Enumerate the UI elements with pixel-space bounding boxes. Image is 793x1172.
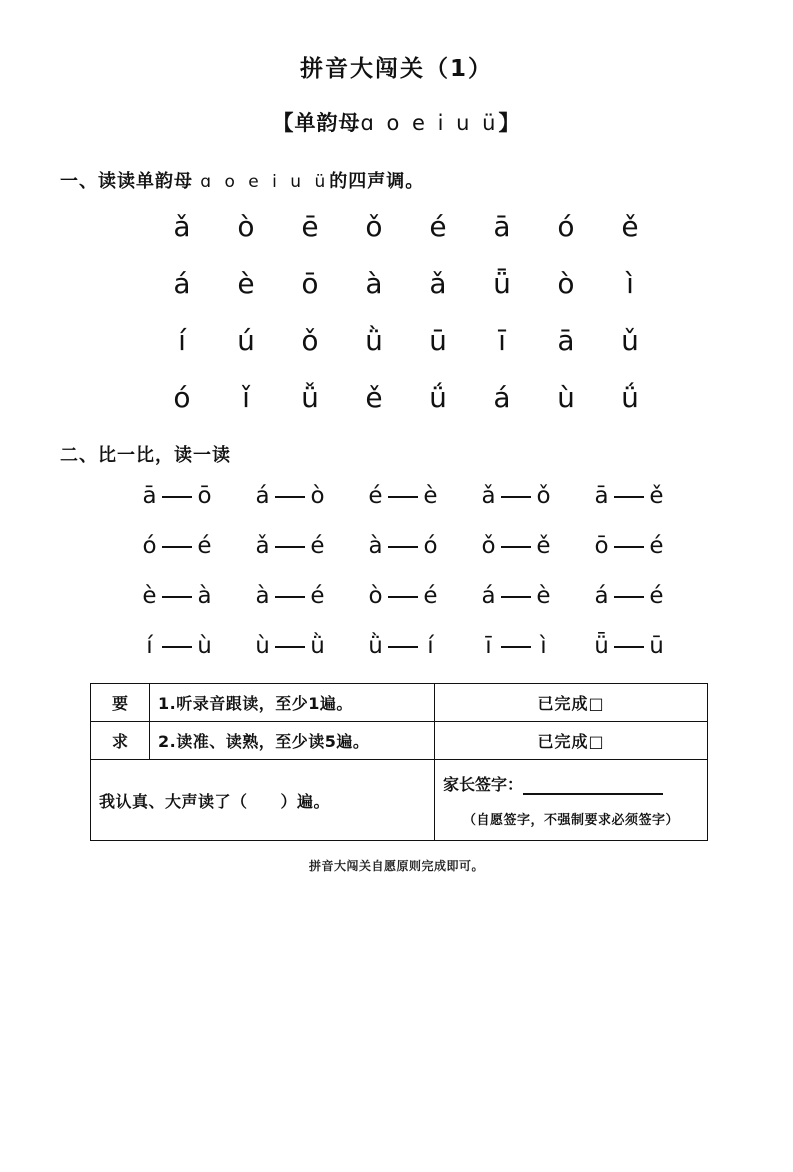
compare-dash-icon xyxy=(501,596,531,598)
req-item-2-text: 2.读准、读熟，至少读5遍。 xyxy=(150,722,435,760)
compare-pair xyxy=(253,483,366,509)
compare-dash-icon xyxy=(501,496,531,498)
pinyin-syllable: ǘ xyxy=(621,381,639,414)
compare-pair xyxy=(253,583,366,609)
subtitle-suffix: 】 xyxy=(498,111,521,135)
compare-pair xyxy=(479,633,592,659)
section-2-heading: 二、比一比，读一读 xyxy=(60,445,231,466)
compare-dash-icon xyxy=(614,496,644,498)
compare-dash-icon xyxy=(614,596,644,598)
compare-left-syllable: è xyxy=(142,583,157,609)
compare-pair xyxy=(479,483,592,509)
section-1-heading xyxy=(60,167,793,193)
compare-left-syllable: ǜ xyxy=(368,633,383,659)
worksheet-page xyxy=(0,50,793,1172)
compare-pair xyxy=(592,633,705,659)
compare-dash-icon xyxy=(388,546,418,548)
compare-dash-icon xyxy=(162,596,192,598)
req-item-1-text: 1.听录音跟读，至少1遍。 xyxy=(150,684,435,722)
compare-pair xyxy=(592,533,705,559)
compare-pair xyxy=(253,633,366,659)
pinyin-tone-grid xyxy=(0,209,793,415)
compare-left-syllable: ā xyxy=(142,483,157,509)
pinyin-syllable: ǐ xyxy=(242,381,250,414)
req-label-char-2: 求 xyxy=(91,722,150,760)
pinyin-syllable: ò xyxy=(557,267,575,300)
self-report-field[interactable]: 我认真、大声读了（ ）遍。 xyxy=(91,760,435,841)
compare-right-syllable: ó xyxy=(423,533,438,559)
pinyin-row xyxy=(150,323,703,358)
compare-pair xyxy=(366,583,479,609)
pinyin-syllable: ē xyxy=(301,210,319,243)
compare-dash-icon xyxy=(275,596,305,598)
pinyin-syllable: ú xyxy=(237,324,255,357)
compare-dash-icon xyxy=(275,546,305,548)
subtitle-prefix: 【单韵母 xyxy=(272,111,361,135)
compare-pair xyxy=(253,533,366,559)
compare-left-syllable: ǎ xyxy=(255,533,270,559)
compare-right-syllable: é xyxy=(649,533,664,559)
pinyin-syllable: ǚ xyxy=(301,381,319,414)
compare-left-syllable: á xyxy=(594,583,609,609)
signature-note: （自愿签字，不强制要求必须签字） xyxy=(462,813,679,828)
req-item-1-checkbox[interactable]: 已完成□ xyxy=(435,684,708,722)
compare-row xyxy=(140,583,713,609)
pinyin-syllable: ò xyxy=(237,210,255,243)
req-item-2-checkbox[interactable]: 已完成□ xyxy=(435,722,708,760)
compare-pair xyxy=(140,583,253,609)
compare-right-syllable: ō xyxy=(197,483,212,509)
compare-left-syllable: ō xyxy=(594,533,609,559)
compare-pair xyxy=(366,633,479,659)
req-label-char-1: 要 xyxy=(91,684,150,722)
compare-right-syllable: è xyxy=(536,583,551,609)
requirement-table-wrapper xyxy=(0,683,793,841)
pinyin-syllable: é xyxy=(429,210,447,243)
compare-right-syllable: é xyxy=(649,583,664,609)
compare-right-syllable: ǒ xyxy=(536,483,551,509)
compare-dash-icon xyxy=(614,646,644,648)
pinyin-syllable: ó xyxy=(557,210,575,243)
compare-pair xyxy=(140,533,253,559)
compare-pair xyxy=(479,533,592,559)
pinyin-syllable: ǎ xyxy=(173,210,191,243)
compare-left-syllable: á xyxy=(481,583,496,609)
compare-left-syllable: é xyxy=(368,483,383,509)
subtitle-latin-vowels: ɑ o e i u ü xyxy=(360,111,499,135)
compare-left-syllable: ǎ xyxy=(481,483,496,509)
compare-pair xyxy=(140,633,253,659)
pinyin-row xyxy=(150,266,703,301)
parent-signature-label: 家长签字： xyxy=(443,775,524,794)
pinyin-syllable: ō xyxy=(301,267,319,300)
pinyin-syllable: ā xyxy=(493,210,511,243)
compare-pair xyxy=(366,533,479,559)
compare-dash-icon xyxy=(501,646,531,648)
compare-row xyxy=(140,533,713,559)
pinyin-row xyxy=(150,209,703,244)
compare-left-syllable: à xyxy=(368,533,383,559)
parent-signature-cell[interactable] xyxy=(435,760,708,841)
pinyin-syllable: ǒ xyxy=(301,324,319,357)
pinyin-compare-grid xyxy=(0,483,793,659)
pinyin-syllable: ì xyxy=(626,267,634,300)
compare-left-syllable: ǖ xyxy=(594,633,609,659)
compare-row xyxy=(140,633,713,659)
pinyin-syllable: ī xyxy=(498,324,506,357)
pinyin-syllable: à xyxy=(365,267,383,300)
compare-right-syllable: í xyxy=(427,633,434,659)
compare-right-syllable: é xyxy=(310,583,325,609)
compare-right-syllable: ě xyxy=(649,483,664,509)
compare-dash-icon xyxy=(388,646,418,648)
compare-dash-icon xyxy=(388,596,418,598)
compare-right-syllable: é xyxy=(197,533,212,559)
compare-left-syllable: á xyxy=(255,483,270,509)
section-1-heading-prefix: 一、读读单韵母 xyxy=(60,171,193,192)
compare-pair xyxy=(592,483,705,509)
compare-right-syllable: à xyxy=(197,583,212,609)
table-row xyxy=(91,684,708,722)
compare-pair xyxy=(140,483,253,509)
pinyin-syllable: í xyxy=(178,324,186,357)
compare-right-syllable: ù xyxy=(197,633,212,659)
pinyin-syllable: ǎ xyxy=(429,267,447,300)
compare-left-syllable: ù xyxy=(255,633,270,659)
pinyin-syllable: ǖ xyxy=(493,267,511,300)
compare-right-syllable: é xyxy=(423,583,438,609)
compare-dash-icon xyxy=(501,546,531,548)
footer-note: 拼音大闯关自愿原则完成即可。 xyxy=(308,859,484,873)
pinyin-syllable: ě xyxy=(365,381,383,414)
compare-right-syllable: ǜ xyxy=(310,633,325,659)
compare-dash-icon xyxy=(162,496,192,498)
pinyin-syllable: è xyxy=(237,267,255,300)
compare-right-syllable: ò xyxy=(310,483,325,509)
compare-left-syllable: ǒ xyxy=(481,533,496,559)
compare-right-syllable: ū xyxy=(649,633,664,659)
pinyin-row xyxy=(150,380,703,415)
compare-dash-icon xyxy=(614,546,644,548)
compare-left-syllable: à xyxy=(255,583,270,609)
compare-right-syllable: è xyxy=(423,483,438,509)
pinyin-syllable: ā xyxy=(557,324,575,357)
pinyin-syllable: ǜ xyxy=(365,324,383,357)
compare-right-syllable: ě xyxy=(536,533,551,559)
compare-right-syllable: ì xyxy=(540,633,547,659)
table-row xyxy=(91,760,708,841)
pinyin-syllable: ě xyxy=(621,210,639,243)
pinyin-syllable: á xyxy=(493,381,511,414)
compare-right-syllable: é xyxy=(310,533,325,559)
compare-dash-icon xyxy=(275,496,305,498)
compare-left-syllable: í xyxy=(146,633,153,659)
signature-line[interactable] xyxy=(523,776,663,795)
pinyin-syllable: ù xyxy=(557,381,575,414)
pinyin-syllable: ó xyxy=(173,381,191,414)
requirement-table xyxy=(90,683,708,841)
compare-left-syllable: ī xyxy=(485,633,492,659)
compare-pair xyxy=(592,583,705,609)
compare-dash-icon xyxy=(162,546,192,548)
table-row xyxy=(91,722,708,760)
section-1-heading-suffix: 的四声调。 xyxy=(329,171,425,192)
compare-dash-icon xyxy=(162,646,192,648)
compare-dash-icon xyxy=(275,646,305,648)
compare-dash-icon xyxy=(388,496,418,498)
page-subtitle xyxy=(0,107,793,137)
pinyin-syllable: ǔ xyxy=(621,324,639,357)
pinyin-syllable: ǒ xyxy=(365,210,383,243)
compare-row xyxy=(140,483,713,509)
compare-left-syllable: ā xyxy=(594,483,609,509)
pinyin-syllable: ū xyxy=(429,324,447,357)
compare-left-syllable: ó xyxy=(142,533,157,559)
section-1-heading-latin: ɑ o e i u ü xyxy=(200,172,330,192)
page-title: 拼音大闯关（1） xyxy=(299,56,493,82)
compare-pair xyxy=(479,583,592,609)
pinyin-syllable: á xyxy=(173,267,191,300)
compare-left-syllable: ò xyxy=(368,583,383,609)
pinyin-syllable: ǘ xyxy=(429,381,447,414)
compare-pair xyxy=(366,483,479,509)
